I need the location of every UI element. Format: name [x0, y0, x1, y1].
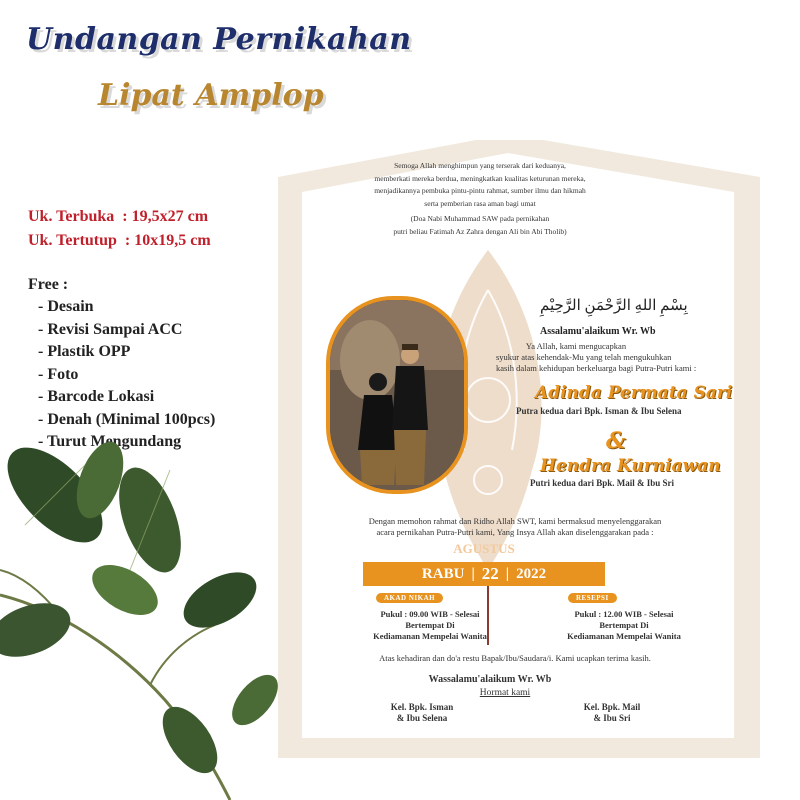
announce-line: acara pernikahan Putra-Putri kami, Yang Insya Allah akan diselenggarakan pada :: [376, 527, 654, 537]
free-item: - Foto: [38, 365, 79, 383]
year: 2022: [516, 565, 547, 582]
free-item: - Barcode Lokasi: [38, 388, 155, 405]
prayer-line: Semoga Allah menghimpun yang terserak dari keduanya,: [394, 161, 566, 170]
announce-line: Dengan memohon rahmat dan Ridho Allah SWT, kami bermaksud menyelenggarakan: [368, 516, 662, 526]
family2-line2: & Ibu Sri: [593, 713, 631, 723]
akad-place-label: Bertempat Di: [405, 620, 455, 630]
intro-line: Ya Allah, kami mengucapkan: [525, 341, 627, 351]
intro-line: kasih dalam kehidupan berkeluarga bagi Putra-Putri kami :: [496, 363, 697, 373]
family1-line2: & Ibu Selena: [396, 713, 448, 723]
closed-size-label: Uk. Tertutup : 10x19,5 cm: [28, 232, 211, 249]
bismillah-text: بِسْمِ اللهِ الرَّحْمَنِ الرَّحِيْمِ: [540, 298, 688, 314]
family1-line1: Kel. Bpk. Isman: [390, 702, 454, 712]
groom-parents: Putra kedua dari Bpk. Isman & Ibu Selena: [516, 406, 682, 416]
day-number: 22: [481, 564, 499, 583]
title-line2: Lipat Amplop: [98, 78, 324, 113]
free-label: Free :: [28, 276, 69, 293]
family2-line1: Kel. Bpk. Mail: [583, 702, 641, 712]
date-bar: [363, 562, 605, 586]
prayer-line: (Doa Nabi Muhammad SAW pada pernikahan: [410, 214, 550, 223]
bride-parents: Putri kedua dari Bpk. Mail & Ibu Sri: [530, 478, 675, 488]
greeting-text: Assalamu'alaikum Wr. Wb: [540, 326, 656, 337]
open-size-label: Uk. Terbuka : 19,5x27 cm: [28, 208, 209, 225]
regards-text: Hormat kami: [479, 688, 531, 698]
month-label: AGUSTUS: [453, 541, 515, 556]
closing-text: Wassalamu'alaikum Wr. Wb: [428, 674, 552, 685]
bride-name: Hendra Kurniawan: [540, 456, 721, 476]
prayer-line: serta pemberian rasa aman bagi umat: [424, 198, 536, 208]
intro-line: syukur atas kehendak-Mu yang telah mengukuhkan: [496, 352, 672, 362]
free-item: - Desain: [38, 298, 94, 315]
free-item: - Revisi Sampai ACC: [38, 320, 183, 338]
day-name: RABU: [421, 565, 465, 582]
akad-place: Kediamanan Mempelai Wanita: [373, 631, 487, 641]
groom-name: Adinda Permata Sari: [535, 383, 733, 403]
free-item: - Plastik OPP: [38, 343, 131, 360]
free-item: - Denah (Minimal 100pcs): [38, 410, 216, 428]
couple-photo: [326, 296, 468, 494]
resepsi-place-label: Bertempat Di: [599, 620, 649, 630]
resepsi-place: Kediamanan Mempelai Wanita: [567, 631, 681, 641]
akad-label: AKAD NIKAH: [376, 593, 443, 603]
free-list: [38, 296, 215, 454]
title-line1: Undangan Pernikahan: [26, 22, 412, 57]
leaf-branch-image: [0, 440, 300, 800]
ampersand: &: [606, 428, 626, 454]
prayer-line: memberkati mereka berdua, meningkatkan kualitas keturunan mereka,: [374, 173, 586, 183]
thanks-text: Atas kehadiran dan do'a restu Bapak/Ibu/Saudara/i. Kami ucapkan terima kasih.: [379, 653, 651, 663]
free-item: - Turut Mengundang: [38, 433, 182, 450]
date-separator: |: [505, 565, 510, 582]
resepsi-label: RESEPSI: [568, 593, 617, 603]
resepsi-time: Pukul : 12.00 WIB - Selesai: [574, 609, 674, 619]
akad-time: Pukul : 09.00 WIB - Selesai: [380, 609, 480, 619]
date-separator: |: [471, 565, 475, 582]
prayer-line: menjadikannya pembuka pintu-pintu rahmat, sumber ilmu dan hikmah: [374, 186, 586, 195]
prayer-line: putri beliau Fatimah Az Zahra dengan Ali bin Abi Tholib): [393, 226, 567, 236]
